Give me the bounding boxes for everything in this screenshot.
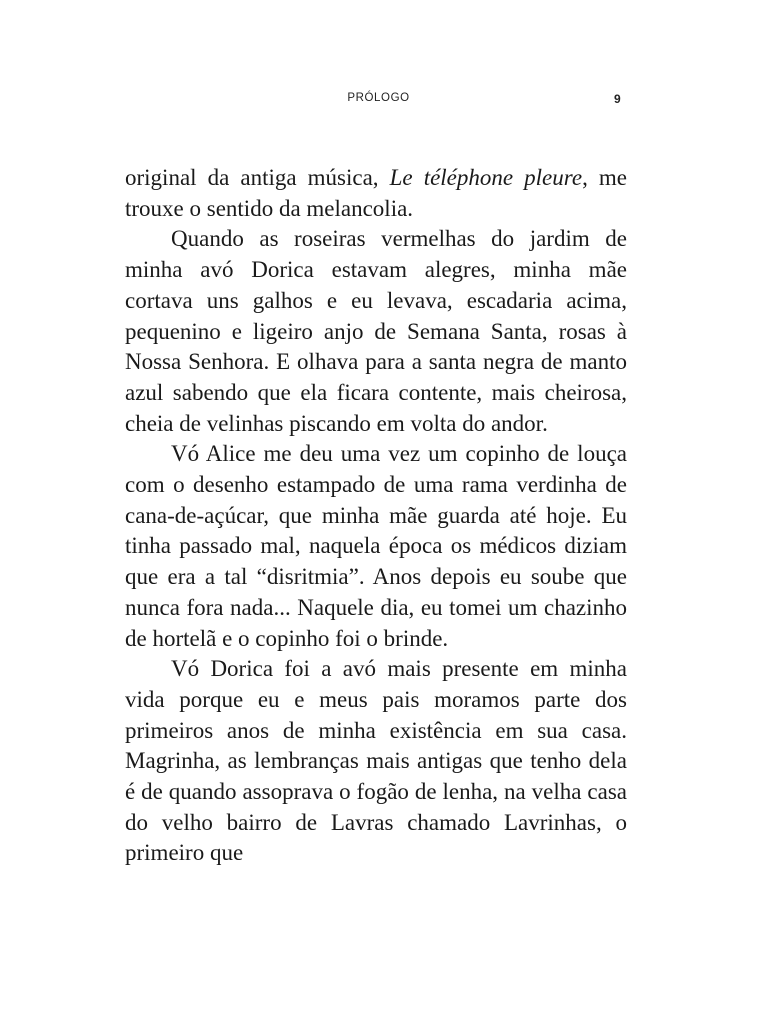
running-head bbox=[0, 92, 757, 110]
paragraph-2-text: Quando as roseiras vermelhas do jardim de minha avó Dorica estavam alegres, minha mãe cortava uns galhos e eu levava, escadaria acima, pequenino e ligeiro anjo de Semana Santa, rosas à Nossa Senhora. E olhava para a santa negra de manto azul sabendo que ela ficara contente, mais cheirosa, cheia de velinhas piscando em volta do andor. bbox=[125, 226, 627, 436]
paragraph-1-segment-1: original da antiga música, bbox=[125, 165, 390, 190]
body-text bbox=[125, 163, 627, 869]
paragraph-3-text: Vó Alice me deu uma vez um copinho de louça com o desenho estampado de uma rama verdinha de cana-de-açúcar, que minha mãe guarda até hoje. Eu tinha passado mal, naquela época os médicos diziam que era a tal “disritmia”. Anos depois eu soube que nunca fora nada... Naquele dia, eu tomei um chazinho de hortelã e o copinho foi o brinde. bbox=[125, 441, 627, 651]
page-number: 9 bbox=[614, 92, 621, 106]
paragraph-4 bbox=[125, 654, 627, 869]
paragraph-3 bbox=[125, 439, 627, 654]
paragraph-1 bbox=[125, 163, 627, 224]
song-title: Le téléphone pleure bbox=[389, 165, 583, 190]
paragraph-4-text: Vó Dorica foi a avó mais presente em minha vida porque eu e meus pais moramos parte dos primeiros anos de minha existência em sua casa. Magrinha, as lembranças mais antigas que tenho dela é de quando assoprava o fogão de lenha, na velha casa do velho bairro de Lavras chamado Lavrinhas, o primeiro que bbox=[125, 656, 627, 866]
paragraph-1-segment-3: , me trouxe o sentido da melancolia. bbox=[125, 165, 627, 221]
paragraph-2 bbox=[125, 224, 627, 439]
running-title: PRÓLOGO bbox=[347, 92, 410, 104]
